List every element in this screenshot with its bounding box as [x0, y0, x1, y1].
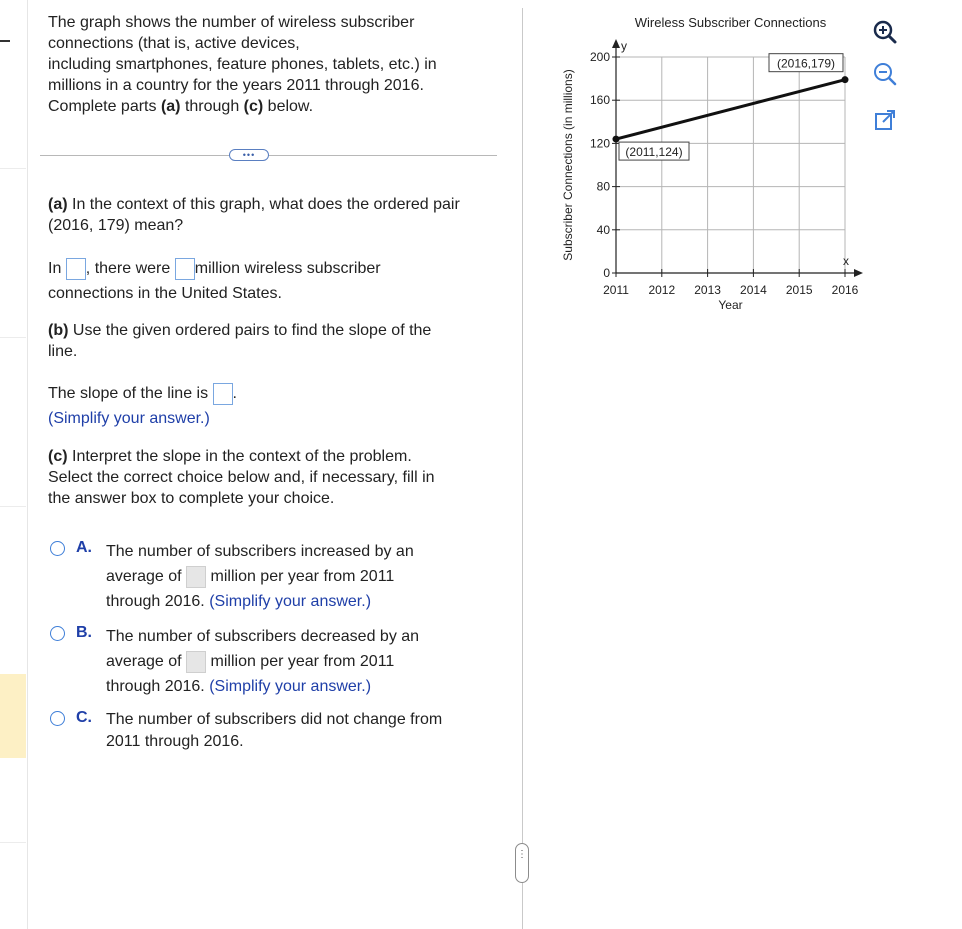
data-point: [842, 76, 849, 83]
choice-text: The number of subscribers decreased by an: [106, 628, 420, 645]
y-tick-label: 40: [596, 222, 610, 237]
y-tick-label: 160: [589, 93, 610, 108]
answer-text: connections in the United States.: [48, 285, 282, 302]
pane-divider[interactable]: [522, 8, 523, 929]
intro-part-a: (a): [160, 98, 181, 115]
choice-text: 2011 through 2016.: [106, 733, 244, 750]
gutter-marker: [0, 40, 10, 42]
slope-period: .: [232, 385, 237, 402]
choice-text: through 2016.: [106, 678, 205, 695]
intro-line: millions in a country for the years 2011 through 2016.: [48, 77, 424, 94]
slope-text: The slope of the line is: [48, 385, 209, 402]
radio-c[interactable]: [50, 711, 65, 726]
intro-through: through: [180, 98, 244, 115]
million-answer-input[interactable]: [175, 258, 195, 280]
part-c-text: Select the correct choice below and, if necessary, fill in: [48, 469, 435, 486]
answer-text: , there were: [85, 260, 171, 277]
part-a-label: (a): [48, 196, 68, 213]
simplify-hint: (Simplify your answer.): [209, 593, 372, 610]
data-point: [613, 136, 620, 143]
x-tick-label: 2016: [831, 283, 859, 297]
y-tick-label: 0: [603, 266, 610, 280]
zoom-in-icon[interactable]: [870, 17, 900, 47]
pane-resize-handle[interactable]: ⋮: [515, 843, 529, 883]
x-tick-label: 2013: [694, 283, 721, 297]
x-axis-label: Year: [718, 298, 743, 312]
choice-c[interactable]: [48, 709, 488, 759]
year-answer-input[interactable]: [66, 258, 86, 280]
y-tick-label: 120: [589, 136, 610, 151]
y-tick-label: 80: [596, 179, 610, 194]
radio-b[interactable]: [50, 626, 65, 641]
intro-part-c: (c): [243, 98, 264, 115]
choice-text: through 2016.: [106, 593, 205, 610]
chart-title: Wireless Subscriber Connections: [634, 15, 827, 30]
data-label: (2016,179): [776, 56, 836, 71]
intro-end: below.: [263, 98, 314, 115]
intro-line: Complete parts: [48, 98, 161, 115]
part-a-question: [48, 194, 498, 236]
part-c-text: Interpret the slope in the context of the problem.: [67, 448, 412, 465]
answer-text: million wireless subscriber: [194, 260, 381, 277]
gutter-divider: [0, 506, 26, 507]
choice-b-input[interactable]: [186, 651, 206, 673]
part-b-text: Use the given ordered pairs to find the slope of the: [68, 322, 432, 339]
popout-icon[interactable]: [870, 105, 900, 135]
choice-text: average of: [106, 568, 182, 585]
intro-line: The graph shows the number of wireless subscriber: [48, 14, 415, 31]
choice-text: average of: [106, 653, 182, 670]
part-a-text: (2016, 179) mean?: [48, 217, 184, 234]
choice-b[interactable]: [48, 624, 488, 699]
part-c-question: [48, 446, 498, 509]
part-c-text: the answer box to complete your choice.: [48, 490, 335, 507]
choice-letter: B.: [76, 624, 92, 641]
choice-text: million per year from 2011: [210, 653, 395, 670]
y-axis-arrow: [612, 39, 620, 48]
y-tick-label: 200: [589, 50, 610, 64]
zoom-out-icon[interactable]: [870, 59, 900, 89]
choice-a[interactable]: [48, 539, 488, 614]
part-b-question: [48, 320, 498, 362]
simplify-hint: (Simplify your answer.): [48, 410, 210, 427]
part-a-text: In the context of this graph, what does the ordered pair: [67, 196, 460, 213]
data-label: (2011,124): [625, 145, 683, 160]
x-tick-label: 2011: [603, 283, 629, 297]
x-axis-letter: x: [843, 254, 849, 268]
data-line: [616, 80, 845, 139]
choice-text: million per year from 2011: [210, 568, 395, 585]
gutter-current-highlight: [0, 674, 26, 758]
part-a-answer: [48, 256, 498, 306]
gutter-divider: [0, 842, 26, 843]
subscriber-chart: [555, 5, 875, 325]
simplify-hint: (Simplify your answer.): [209, 678, 372, 695]
choice-a-input[interactable]: [186, 566, 206, 588]
gutter-divider: [0, 168, 26, 169]
y-axis-label: Subscriber Connections (in millions): [561, 69, 575, 261]
choice-letter: C.: [76, 709, 92, 726]
radio-a[interactable]: [50, 541, 65, 556]
intro-line: connections (that is, active devices,: [48, 35, 300, 52]
choice-text: The number of subscribers did not change from: [106, 711, 443, 728]
left-gutter: [0, 0, 28, 929]
part-c-label: (c): [48, 448, 68, 465]
y-axis-letter: y: [621, 39, 627, 53]
x-axis-arrow: [854, 269, 863, 277]
gutter-divider: [0, 337, 26, 338]
question-intro: [48, 12, 498, 117]
slope-answer-input[interactable]: [213, 383, 233, 405]
part-b-label: (b): [48, 322, 69, 339]
x-tick-label: 2015: [785, 283, 813, 297]
answer-text: In: [48, 260, 62, 277]
x-tick-label: 2012: [648, 283, 676, 297]
expand-more-button[interactable]: •••: [229, 149, 269, 161]
part-b-text: line.: [48, 343, 78, 360]
part-b-answer: [48, 381, 498, 431]
x-tick-label: 2014: [740, 283, 767, 297]
choice-letter: A.: [76, 539, 92, 556]
intro-line: including smartphones, feature phones, tablets, etc.) in: [48, 56, 437, 73]
choice-text: The number of subscribers increased by an: [106, 543, 414, 560]
